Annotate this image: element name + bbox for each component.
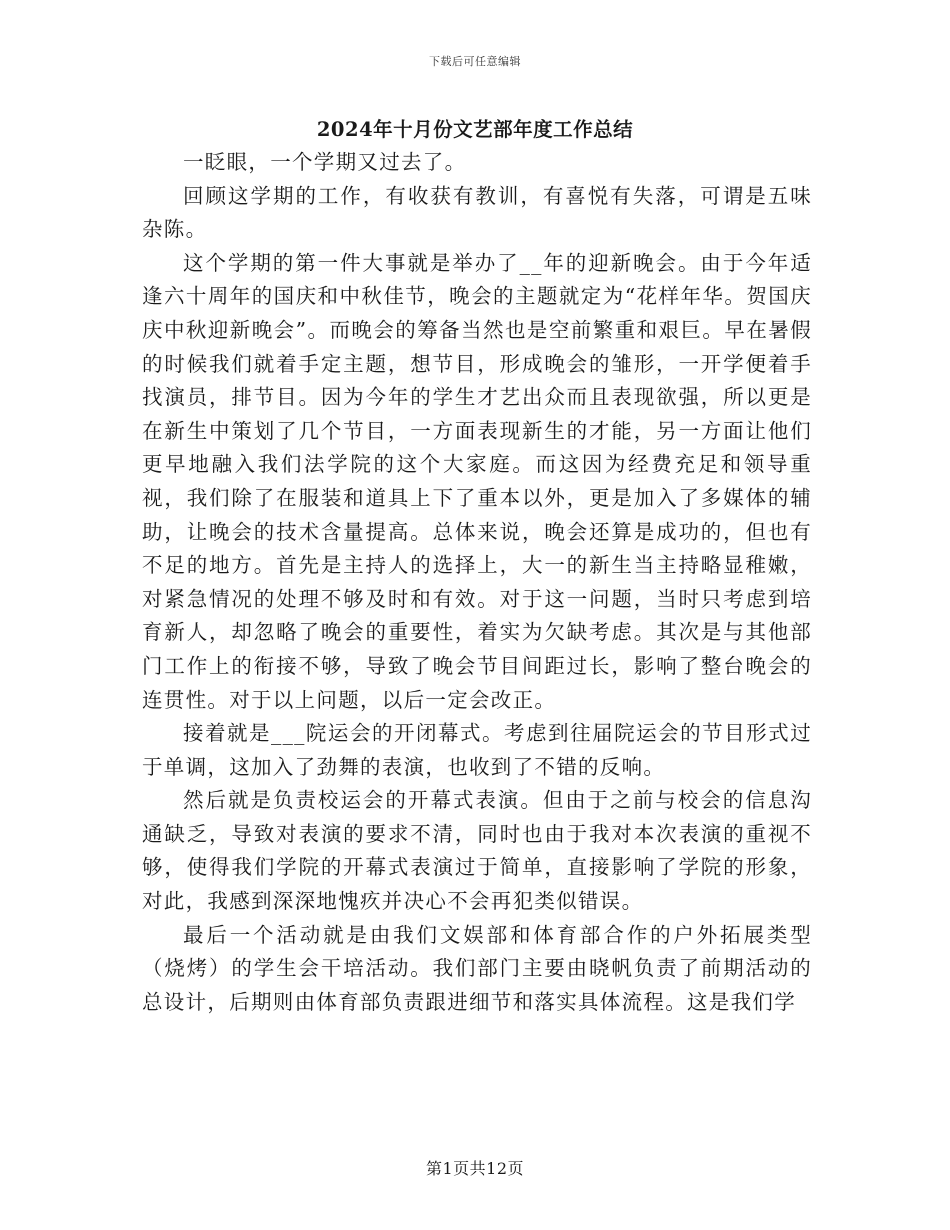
document-title: 2024年十月份文艺部年度工作总结 xyxy=(316,118,634,141)
paragraph: 这个学期的第一件大事就是举办了__年的迎新晚会。由于今年适逢六十周年的国庆和中秋佳节，晚会的主题就定为“花样年华。贺国庆庆中秋迎新晚会”。而晚会的筹备当然也是空前繁重和艰巨。早在暑假的时候我们就着手定主题，想节目，形成晚会的雏形，一开学便着手找演员，排节目。因为今年的学生才艺出众而且表现欲强，所以更是在新生中策划了几个节目，一方面表现新生的才能，另一方面让他们更早地融入我们法学院的这个大家庭。而这因为经费充足和领导重视，我们除了在服装和道具上下了重本以外，更是加入了多媒体的辅助，让晚会的技术含量提高。总体来说，晚会还算是成功的，但也有不足的地方。首先是主持人的选择上，大一的新生当主持略显稚嫩，对紧急情况的处理不够及时和有效。对于这一问题，当时只考虑到培育新人，却忽略了晚会的重要性，着实为欠缺考虑。其次是与其他部门工作上的衔接不够，导致了晚会节目间距过长，影响了整台晚会的连贯性。对于以上问题，以后一定会改正。 xyxy=(142,250,812,712)
document-body xyxy=(142,146,812,1019)
header-note: 下载后可任意编辑 xyxy=(429,55,521,68)
paragraph: 一眨眼，一个学期又过去了。 xyxy=(183,150,467,174)
paragraph: 接着就是___院运会的开闭幕式。考虑到往届院运会的节目形式过于单调，这加入了劲舞的表演，也收到了不错的反响。 xyxy=(142,721,812,779)
paragraph: 然后就是负责校运会的开幕式表演。但由于之前与校会的信息沟通缺乏，导致对表演的要求不清，同时也由于我对本次表演的重视不够，使得我们学院的开幕式表演过于简单，直接影响了学院的形象，对此，我感到深深地愧疚并决心不会再犯类似错误。 xyxy=(142,788,812,914)
paragraph: 回顾这学期的工作，有收获有教训，有喜悦有失落，可谓是五味杂陈。 xyxy=(142,183,812,242)
page-number-footer: 第1页共12页 xyxy=(425,1159,525,1178)
paragraph: 最后一个活动就是由我们文娱部和体育部合作的户外拓展类型（烧烤）的学生会干培活动。我们部门主要由晓帆负责了前期活动的总设计，后期则由体育部负责跟进细节和落实具体流程。这是我们学 xyxy=(142,922,812,1014)
